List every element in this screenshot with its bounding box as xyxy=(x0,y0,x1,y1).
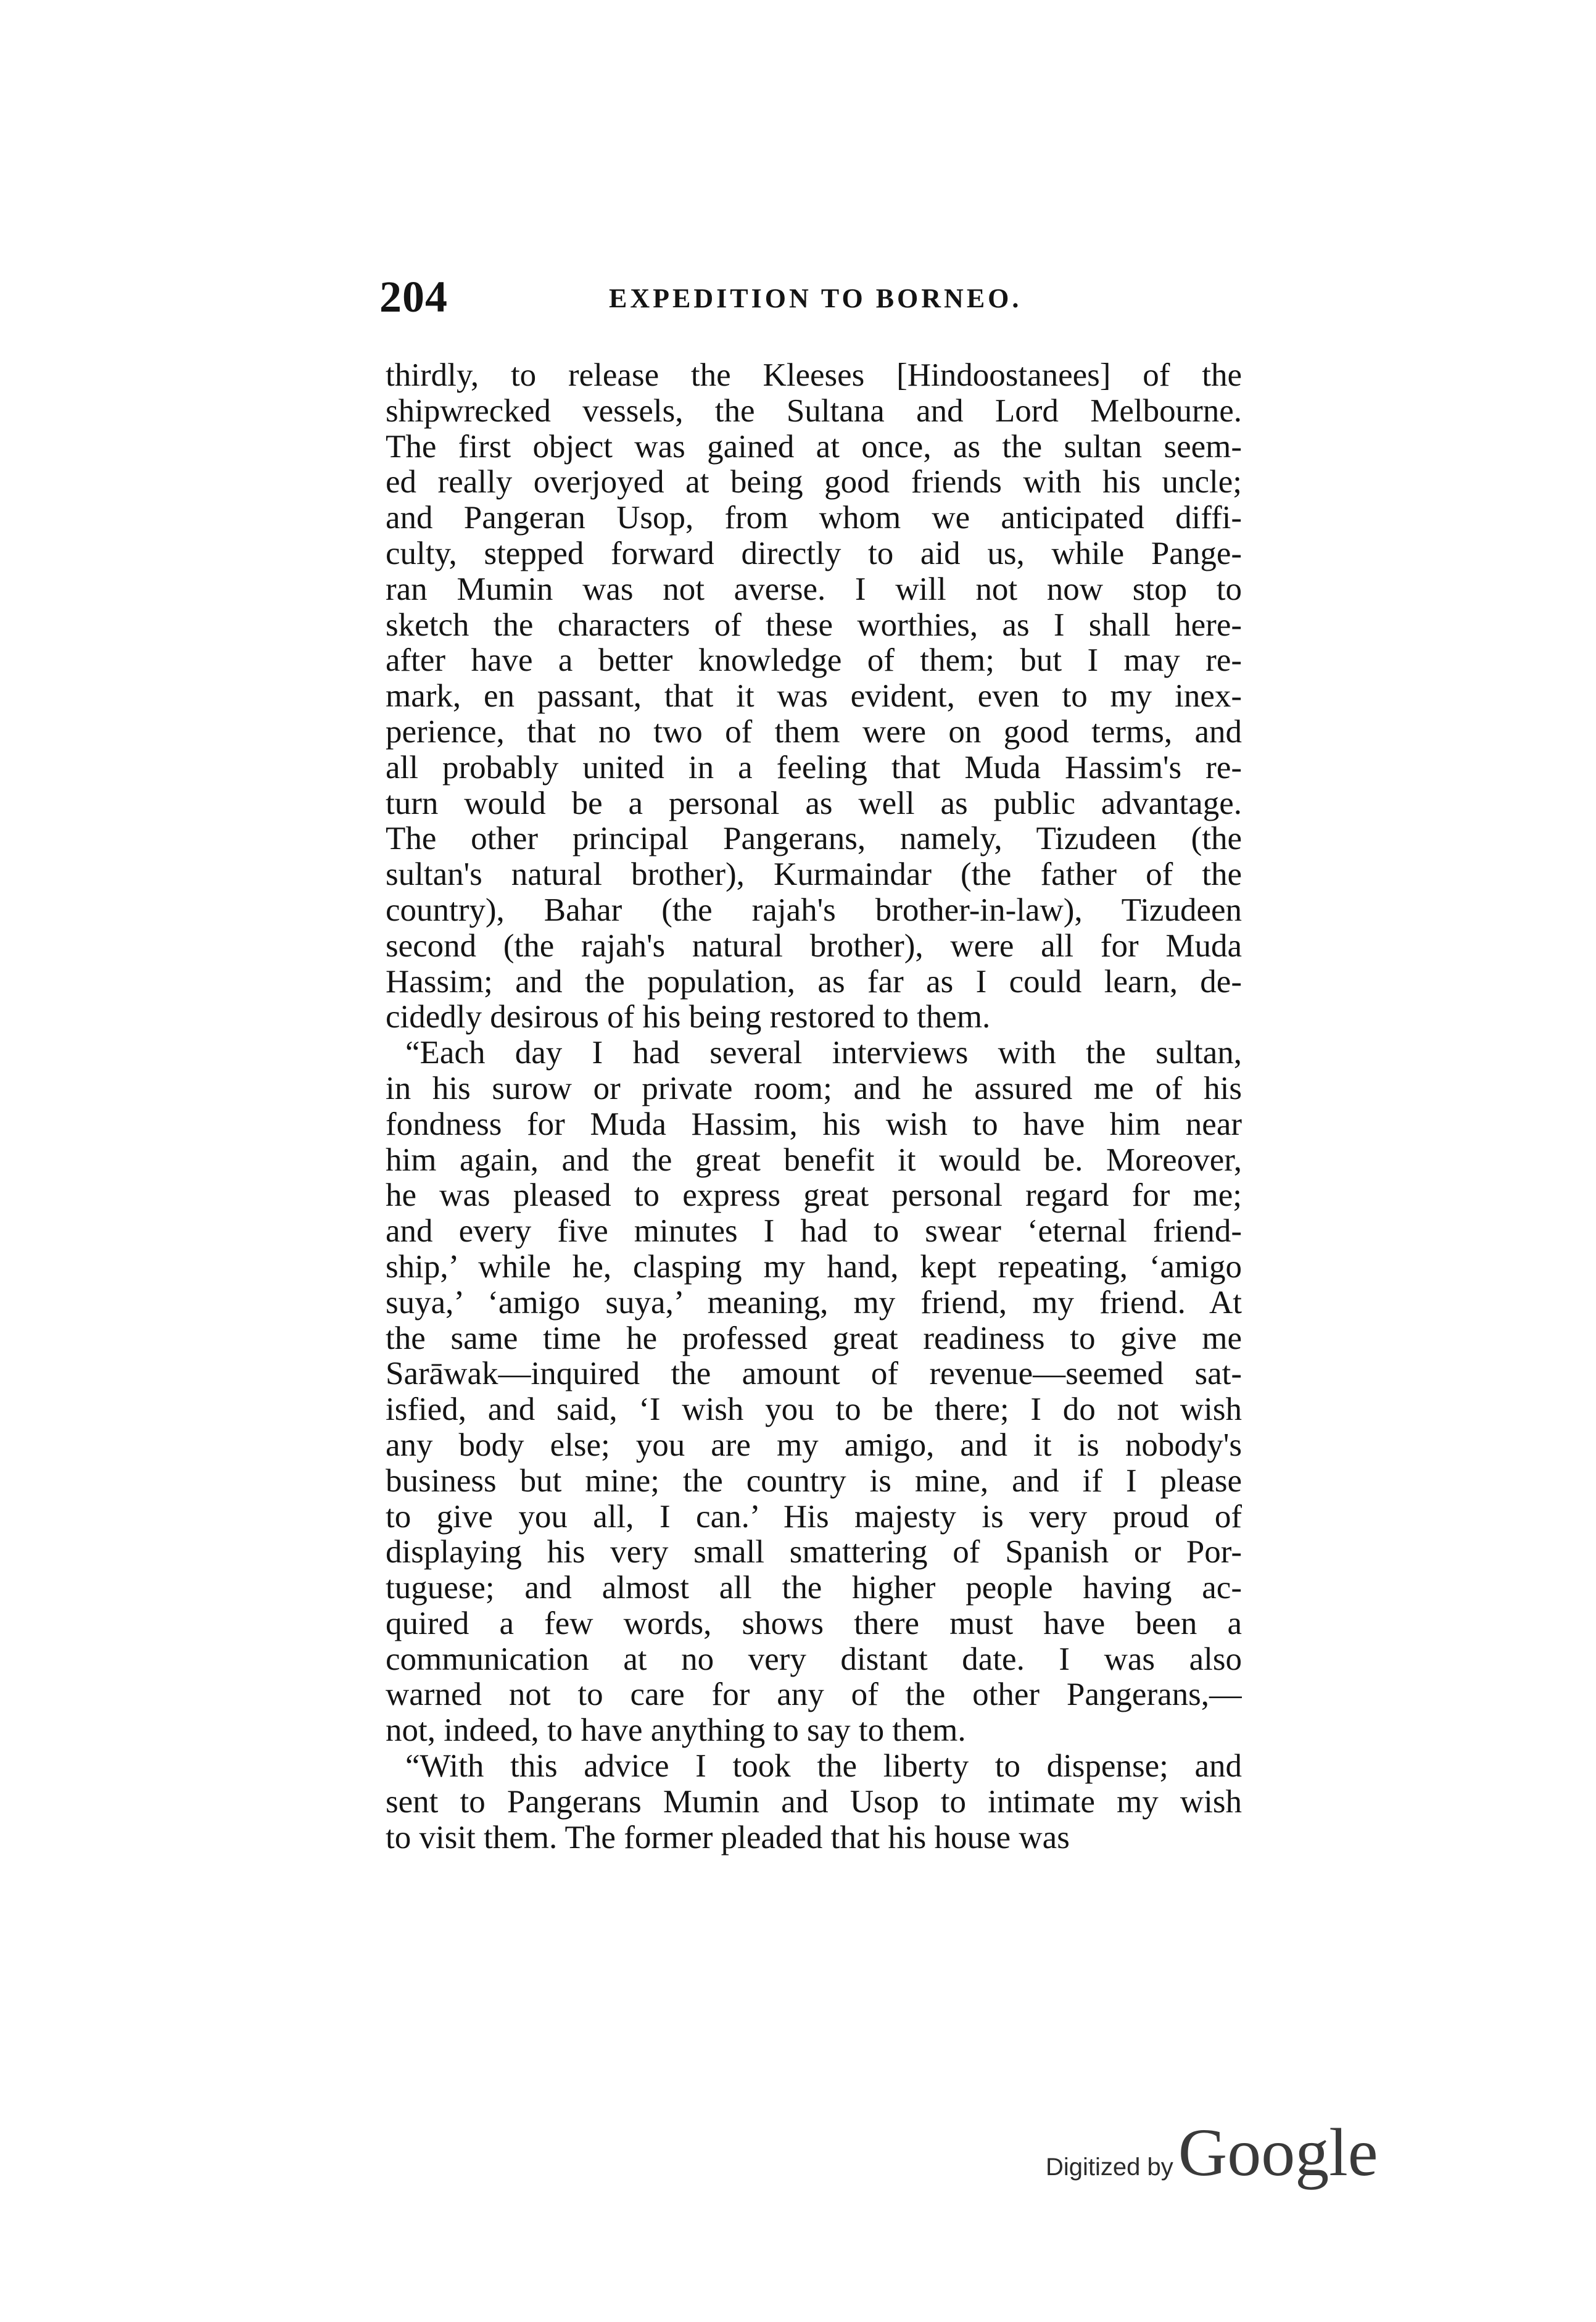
page-number: 204 xyxy=(379,272,448,321)
text-line: The first object was gained at once, as the sultan seem- xyxy=(386,429,1242,465)
text-line: communication at no very distant date. I was also xyxy=(386,1641,1242,1677)
text-line: Sarāwak—inquired the amount of revenue—seemed sat- xyxy=(386,1356,1242,1392)
text-line: the same time he professed great readiness to give me xyxy=(386,1321,1242,1356)
text-line: and Pangeran Usop, from whom we anticipated diffi- xyxy=(386,500,1242,536)
text-line: to give you all, I can.’ His majesty is very proud of xyxy=(386,1499,1242,1535)
text-line: business but mine; the country is mine, and if I please xyxy=(386,1463,1242,1499)
text-line: Hassim; and the population, as far as I could learn, de- xyxy=(386,964,1242,1000)
text-line: fondness for Muda Hassim, his wish to have him near xyxy=(386,1106,1242,1142)
text-line: country), Bahar (the rajah's brother-in-law), Tizudeen xyxy=(386,892,1242,928)
text-line: he was pleased to express great personal regard for me; xyxy=(386,1178,1242,1214)
paragraph xyxy=(386,358,1242,1035)
text-line: any body else; you are my amigo, and it is nobody's xyxy=(386,1427,1242,1463)
text-line: The other principal Pangerans, namely, Tizudeen (the xyxy=(386,821,1242,857)
text-line: culty, stepped forward directly to aid us, while Pange- xyxy=(386,536,1242,571)
text-line: shipwrecked vessels, the Sultana and Lord Melbourne. xyxy=(386,393,1242,429)
text-line: ship,’ while he, clasping my hand, kept repeating, ‘amigo xyxy=(386,1249,1242,1285)
text-line: not, indeed, to have anything to say to them. xyxy=(386,1713,966,1749)
text-line: “Each day I had several interviews with the sultan, xyxy=(405,1035,1242,1071)
text-line: suya,’ ‘amigo suya,’ meaning, my friend, my friend. At xyxy=(386,1285,1242,1321)
digitized-by-label: Digitized by xyxy=(1046,2154,1173,2181)
google-logo-text: Google xyxy=(1178,2115,1378,2190)
text-line: “With this advice I took the liberty to dispense; and xyxy=(405,1749,1242,1785)
text-line: warned not to care for any of the other Pangerans,— xyxy=(386,1677,1242,1713)
paragraph xyxy=(386,1035,1242,1749)
text-line: ed really overjoyed at being good friends with his uncle; xyxy=(386,465,1242,500)
paragraph xyxy=(386,1749,1242,1856)
text-line: isfied, and said, ‘I wish you to be there; I do not wish xyxy=(386,1392,1242,1428)
text-line: sultan's natural brother), Kurmaindar (the father of the xyxy=(386,857,1242,893)
text-line: all probably united in a feeling that Muda Hassim's re- xyxy=(386,750,1242,786)
text-line: second (the rajah's natural brother), were all for Muda xyxy=(386,928,1242,964)
text-line: displaying his very small smattering of Spanish or Por- xyxy=(386,1535,1242,1570)
text-line: mark, en passant, that it was evident, even to my inex- xyxy=(386,679,1242,715)
text-line: perience, that no two of them were on good terms, and xyxy=(386,714,1242,750)
text-line: after have a better knowledge of them; but I may re- xyxy=(386,643,1242,679)
page-header xyxy=(379,272,1240,327)
running-head: EXPEDITION TO BORNEO. xyxy=(609,283,1022,313)
text-line: cidedly desirous of his being restored to them. xyxy=(386,1000,991,1035)
digitized-by-google-watermark xyxy=(1046,2113,1378,2192)
text-line: tuguese; and almost all the higher people having ac- xyxy=(386,1570,1242,1606)
text-line: quired a few words, shows there must have been a xyxy=(386,1606,1242,1641)
text-line: and every five minutes I had to swear ‘eternal friend- xyxy=(386,1214,1242,1250)
text-line: sketch the characters of these worthies, as I shall here- xyxy=(386,607,1242,643)
text-line: turn would be a personal as well as public advantage. xyxy=(386,786,1242,821)
text-line: sent to Pangerans Mumin and Usop to intimate my wish xyxy=(386,1784,1242,1820)
text-line: him again, and the great benefit it would be. Moreover, xyxy=(386,1142,1242,1178)
text-line: to visit them. The former pleaded that his house was xyxy=(386,1820,1070,1856)
text-line: thirdly, to release the Kleeses [Hindoostanees] of the xyxy=(386,358,1242,393)
body-text xyxy=(386,358,1242,1856)
text-line: in his surow or private room; and he assured me of his xyxy=(386,1071,1242,1106)
text-line: ran Mumin was not averse. I will not now stop to xyxy=(386,571,1242,607)
